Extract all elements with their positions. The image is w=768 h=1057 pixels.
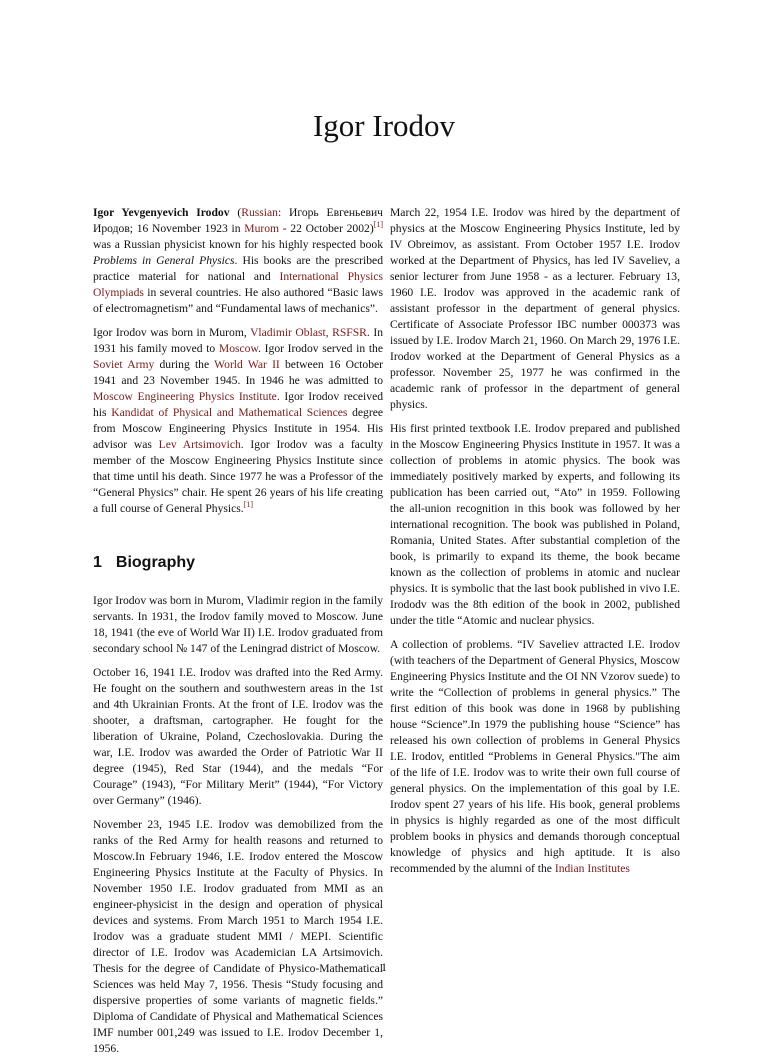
page-number: 1 [381,960,387,974]
link-soviet-army[interactable]: Soviet Army [93,358,155,371]
biography-paragraph: Igor Irodov was born in Murom, Vladimir region in the family servants. In 1931, the Irodov family moved to Moscow. June 18, 1941 (the eve of World War II) I.E. Irodov graduated from secondary school № 147 of the Leningrad district of Moscow. [93,594,383,655]
link-moscow[interactable]: Moscow [218,342,259,355]
intro-paragraph: Igor Yevgenyevich Irodov (Russian: Игорь Евгеньевич Иродов; 16 November 1923 in Murom - 22 October 2002)[1] was a Russian physicist known for his highly respected book Problems in General Physics. His books are the prescribed practice material for national and International Physics Olympiads in several countries. He also authored “Basic laws of electromagnetism” and “Fundamental laws of mechanics”. [93,206,384,315]
article-title: Igor Irodov [312,108,456,143]
link-indian-institutes[interactable]: Indian Institutes [554,862,630,875]
biography-paragraph: November 23, 1945 I.E. Irodov was demobilized from the ranks of the Red Army for health reasons and returned to Moscow.In February 1946, I.E. Irodov entered the Moscow Engineering Physics Institute at the Faculty of Physics. In November 1950 I.E. Irodov graduated from MMI as an engineer-physicist in the design and operation of physical devices and systems. From March 1951 to March 1954 I.E. Irodov was a graduate student MMI / MEPI. Scientific director of I.E. Irodov was Academician LA Artsimovich. Thesis for the degree of Candidate of Physico-Mathematical Sciences was held May 7, 1956. Thesis “Study focusing and dispersive properties of some variants of magnetic fields.” Diploma of Candidate of Physical and Mathematical Sciences IMF number 001,249 was issued to I.E. Irodov December 1, 1956. [93,818,383,1055]
section-heading-biography [93,555,383,571]
book-title: Problems in General Physics [93,254,235,267]
link-lev-artsimovich[interactable]: Lev Artsimovich [158,438,241,451]
link-murom[interactable]: Murom [244,222,280,235]
link-olympiads[interactable]: International Physics Olympiads [93,270,384,299]
subject-name: Igor Yevgenyevich Irodov [93,206,230,219]
link-russian[interactable]: Russian [241,206,278,219]
biography-paragraph: March 22, 1954 I.E. Irodov was hired by the department of physics at the Moscow Engineering Physics Institute, led by IV Obreimov, as assistant. From October 1957 I.E. Irodov worked at the Department of Physics, has led IV Saveliev, a senior lecturer from June 1958 - as a lecturer. February 13, 1960 I.E. Irodov was approved in the academic rank of assistant professor in the department of general physics. Certificate of Associate Professor IBC number 000373 was issued by I.E. Irodov March 21, 1960. On March 29, 1976 I.E. Irodov worked at the Department of General Physics as a professor. November 25, 1977 he was confirmed in the academic rank of professor in the department of general physics. [390,206,680,411]
link-mephi[interactable]: Moscow Engineering Physics Institute [93,390,277,403]
link-world-war-ii[interactable]: World War II [214,358,280,371]
biography-paragraph: His first printed textbook I.E. Irodov prepared and published in the Moscow Engineering Physics Institute in 1957. It was a collection of problems in atomic physics. The book was immediately positively marked by experts, and following its publication has been carried out, “Ato” in 1959. Following the all-union recognition in this book was followed by her international recognition. The book was published in Poland, Romania, United States. After substantial completion of the book, is primarily to expand its theme, the book became known as the collection of problems in atomic and nuclear physics. It is symbolic that the last book published in vivo I.E. Irododv was the 8th edition of the book in 2002, published under the title “Atomic and nuclear physics. [390,422,680,627]
summary-paragraph: Igor Irodov was born in Murom, Vladimir Oblast, RSFSR. In 1931 his family moved to Moscow. Igor Irodov served in the Soviet Army during the World War II between 16 October 1941 and 23 November 1945. In 1946 he was admitted to Moscow Engineering Physics Institute. Igor Irodov received his Kandidat of Physical and Mathematical Sciences degree from Moscow Engineering Physics Institute in 1954. His advisor was Lev Artsimovich. Igor Irodov was a faculty member of the Moscow Engineering Physics Institute since that time until his death. Since 1977 he was a Professor of the “General Physics” chair. He spent 26 years of his life creating a full course of General Physics.[1] [93,326,384,515]
biography-paragraph: A collection of problems. “IV Saveliev attracted I.E. Irodov (with teachers of the Department of General Physics, Moscow Engineering Physics Institute and the OI NN Vzorov suede) to write the “Collection of problems in general physics.” The first edition of this book was done in 1968 by publishing house “Science”.In 1979 the publishing house “Science” has released his own collection of problems in General Physics I.E. Irodov, entitled “Problems in General Physics."The aim of the life of I.E. Irodov was to write their own full course of general physics. On the implementation of this goal by I.E. Irodov spent 27 years of his life. His book, general problems in physics is highly regarded as one of the most difficult problem books in physics and demands thorough conceptual knowledge of physics and high aptitude. It is also recommended by the alumni of the Indian Institutes [390,638,680,875]
section-number: 1 [93,554,102,571]
section-title: Biography [115,554,196,571]
link-vladimir-oblast[interactable]: Vladimir Oblast, RSFSR [250,326,367,339]
reference-link[interactable]: [1] [243,500,254,510]
biography-paragraph: October 16, 1941 I.E. Irodov was drafted into the Red Army. He fought on the southern and southwestern areas in the 1st and 4th Ukrainian Fronts. At the front of I.E. Irodov was the shooter, a draftsman, cartographer. He fought for the liberation of Ukraine, Poland, Czechoslovakia. During the war, I.E. Irodov was awarded the Order of Patriotic War II degree (1945), Red Star (1944), and the medals “For Courage” (1943), “For Military Merit” (1944), “For Victory over Germany” (1946). [93,666,383,807]
left-column [93,205,383,1057]
right-column [390,205,680,885]
reference-link[interactable]: [1] [373,220,384,230]
link-kandidat[interactable]: Kandidat of Physical and Mathematical Sciences [111,406,348,419]
